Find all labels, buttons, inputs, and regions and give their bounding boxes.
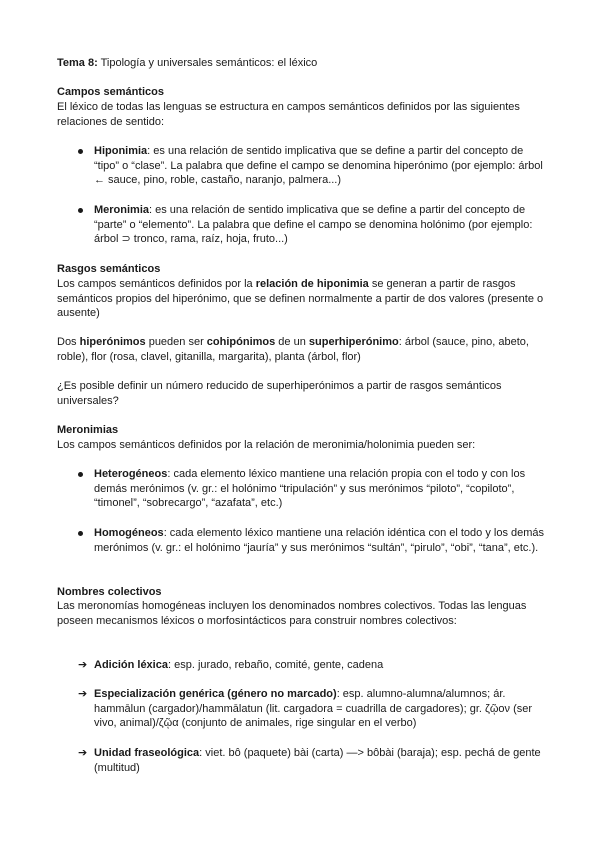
page-title: [57, 56, 547, 71]
list-item: ➔ Adición léxica: esp. jurado, rebaño, comité, gente, cadena: [78, 659, 384, 671]
meronimias-intro: Los campos semánticos definidos por la relación de meronimia/holonimia pueden ser:: [57, 439, 476, 451]
section-heading-colectivos: Nombres colectivos: [57, 586, 162, 598]
list-item: Homogéneos: cada elemento léxico mantiene una relación idéntica con el todo y los demás merónimos (v. gr.: el holónimo “jauría” y sus merónimos “sultán”, “pirulo”, “obi”, “tana”, etc.).: [78, 526, 548, 555]
title-label: Tema 8:: [57, 57, 98, 69]
section-heading-campos: Campos semánticos: [57, 86, 164, 98]
rasgos-paragraph-1: Los campos semánticos definidos por la relación de hiponimia se generan a partir de rasgos semánticos propios del hiperónimo, que se definen normalmente a partir de dos valores (presente o ausente): [57, 278, 544, 320]
list-item: Meronimia: es una relación de sentido implicativa que se define a partir del concepto de “parte” o “elemento”. La palabra que define el campo se denomina holónimo (por ejemplo: árbol ⊃ tronco, rama, raíz, hoja, fruto...): [78, 203, 548, 247]
rasgos-paragraph-2: Dos hiperónimos pueden ser cohipónimos de un superhiperónimo: árbol (sauce, pino, abeto, roble), flor (rosa, clavel, gitanilla, margarita), planta (árbol, flor): [57, 336, 529, 363]
list-item: Hiponimia: es una relación de sentido implicativa que se define a partir del concepto de “tipo” o “clase”. La palabra que define el campo se denomina hiperónimo (por ejemplo: árbol ← sauce, pino, roble, castaño, naranjo, palmera...): [78, 144, 548, 188]
title-text: Tipología y universales semánticos: el léxico: [97, 57, 318, 69]
list-item: Heterogéneos: cada elemento léxico mantiene una relación propia con el todo y con los demás merónimos (v. gr.: el holónimo “tripulación” y sus merónimos “piloto”, “copiloto”, “timonel”, “sobrecargo”, “azafata”, etc.): [78, 467, 548, 511]
bullet-dot-icon: [78, 526, 90, 541]
bullet-dot-icon: [78, 203, 90, 218]
list-item: ➔ Unidad fraseológica: viet. bô (paquete) bài (carta) —> bôbài (baraja); esp. pechá de gente (multitud): [78, 747, 541, 774]
arrow-right-icon: ➔: [78, 747, 88, 759]
colectivos-intro: Las meronomías homogéneas incluyen los denominados nombres colectivos. Todas las lenguas poseen mecanismos léxicos o morfosintácticos para construir nombres colectivos:: [57, 600, 527, 627]
arrow-right-icon: ➔: [78, 659, 88, 671]
arrow-right-icon: ➔: [78, 688, 88, 700]
section-heading-meronimias: Meronimias: [57, 424, 119, 436]
campos-intro: El léxico de todas las lenguas se estructura en campos semánticos definidos por las siguientes relaciones de sentido:: [57, 101, 520, 128]
section-heading-rasgos: Rasgos semánticos: [57, 263, 161, 275]
bullet-dot-icon: [78, 144, 90, 159]
bullet-dot-icon: [78, 467, 90, 482]
rasgos-question: ¿Es posible definir un número reducido de superhiperónimos a partir de rasgos semánticos universales?: [57, 380, 502, 407]
list-item: ➔ Especialización genérica (género no marcado): esp. alumno-alumna/alumnos; ár. hammālun (cargador)/hammālatun (lit. cargadora = cuadrilla de cargadores); gr. ζῷον (ser vivo, animal)/ζῷα (conjunto de animales, rige singular en el verbo): [78, 688, 533, 730]
